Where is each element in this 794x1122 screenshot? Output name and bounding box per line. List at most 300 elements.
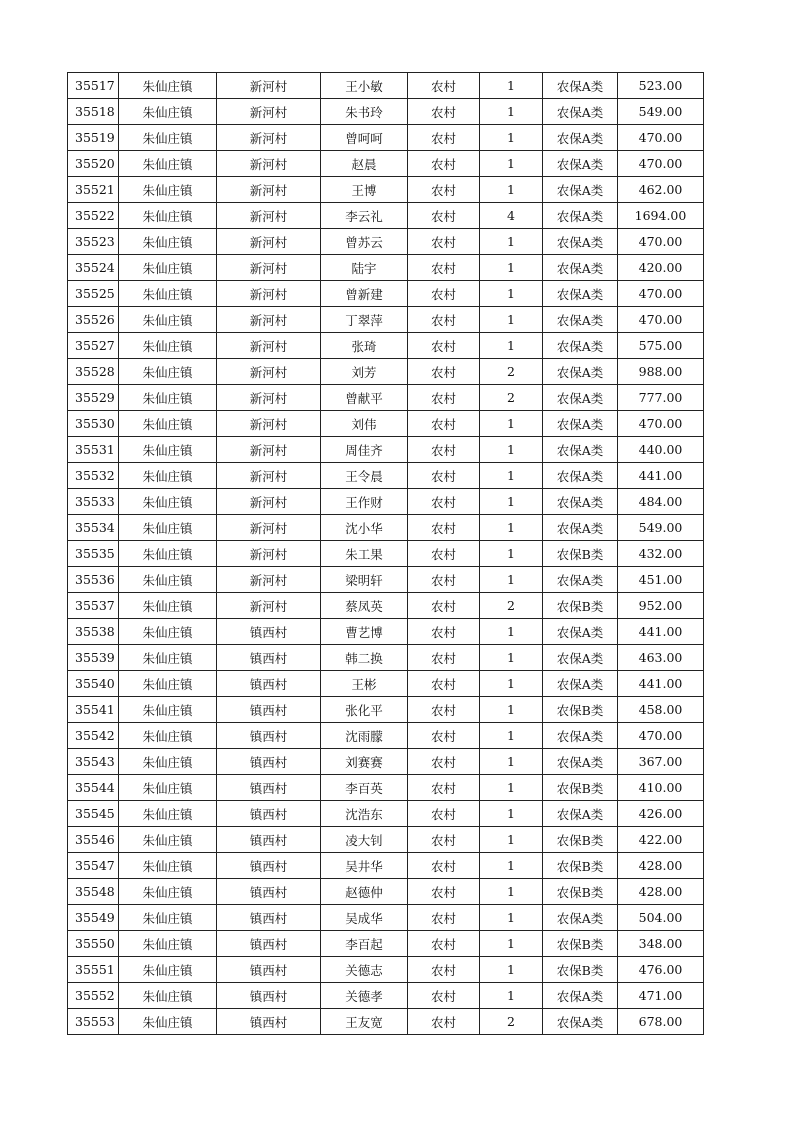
household-count-cell: 2 bbox=[480, 593, 543, 619]
record-id-cell: 35550 bbox=[68, 931, 119, 957]
household-count-cell: 1 bbox=[480, 437, 543, 463]
amount-cell: 426.00 bbox=[618, 801, 704, 827]
village-cell: 镇西村 bbox=[217, 1009, 321, 1035]
amount-cell: 462.00 bbox=[618, 177, 704, 203]
name-cell: 沈雨朦 bbox=[321, 723, 408, 749]
table-row bbox=[68, 515, 704, 541]
town-cell: 朱仙庄镇 bbox=[119, 99, 217, 125]
table-row bbox=[68, 671, 704, 697]
household-count-cell: 1 bbox=[480, 619, 543, 645]
household-count-cell: 1 bbox=[480, 255, 543, 281]
amount-cell: 470.00 bbox=[618, 125, 704, 151]
village-cell: 新河村 bbox=[217, 359, 321, 385]
insurance-type-cell: 农保A类 bbox=[543, 619, 618, 645]
area-type-cell: 农村 bbox=[408, 697, 480, 723]
name-cell: 蔡凤英 bbox=[321, 593, 408, 619]
insurance-type-cell: 农保A类 bbox=[543, 801, 618, 827]
area-type-cell: 农村 bbox=[408, 801, 480, 827]
name-cell: 李百起 bbox=[321, 931, 408, 957]
village-cell: 镇西村 bbox=[217, 879, 321, 905]
record-id-cell: 35528 bbox=[68, 359, 119, 385]
village-cell: 新河村 bbox=[217, 307, 321, 333]
record-id-cell: 35537 bbox=[68, 593, 119, 619]
record-id-cell: 35531 bbox=[68, 437, 119, 463]
record-id-cell: 35527 bbox=[68, 333, 119, 359]
household-count-cell: 1 bbox=[480, 671, 543, 697]
table-row bbox=[68, 723, 704, 749]
insurance-type-cell: 农保A类 bbox=[543, 177, 618, 203]
amount-cell: 428.00 bbox=[618, 879, 704, 905]
town-cell: 朱仙庄镇 bbox=[119, 489, 217, 515]
town-cell: 朱仙庄镇 bbox=[119, 749, 217, 775]
household-count-cell: 1 bbox=[480, 775, 543, 801]
area-type-cell: 农村 bbox=[408, 73, 480, 99]
town-cell: 朱仙庄镇 bbox=[119, 957, 217, 983]
household-count-cell: 1 bbox=[480, 151, 543, 177]
table-row bbox=[68, 957, 704, 983]
insurance-type-cell: 农保A类 bbox=[543, 359, 618, 385]
household-count-cell: 4 bbox=[480, 203, 543, 229]
amount-cell: 777.00 bbox=[618, 385, 704, 411]
village-cell: 镇西村 bbox=[217, 749, 321, 775]
name-cell: 刘芳 bbox=[321, 359, 408, 385]
village-cell: 镇西村 bbox=[217, 957, 321, 983]
name-cell: 梁明轩 bbox=[321, 567, 408, 593]
insurance-type-cell: 农保B类 bbox=[543, 775, 618, 801]
record-id-cell: 35547 bbox=[68, 853, 119, 879]
amount-cell: 470.00 bbox=[618, 151, 704, 177]
name-cell: 李百英 bbox=[321, 775, 408, 801]
village-cell: 新河村 bbox=[217, 567, 321, 593]
record-id-cell: 35548 bbox=[68, 879, 119, 905]
area-type-cell: 农村 bbox=[408, 619, 480, 645]
table-row bbox=[68, 593, 704, 619]
name-cell: 曾苏云 bbox=[321, 229, 408, 255]
insurance-type-cell: 农保A类 bbox=[543, 515, 618, 541]
insurance-type-cell: 农保A类 bbox=[543, 645, 618, 671]
area-type-cell: 农村 bbox=[408, 775, 480, 801]
name-cell: 陆宇 bbox=[321, 255, 408, 281]
table-row bbox=[68, 333, 704, 359]
amount-cell: 420.00 bbox=[618, 255, 704, 281]
insurance-type-cell: 农保A类 bbox=[543, 385, 618, 411]
insurance-type-cell: 农保A类 bbox=[543, 73, 618, 99]
insurance-type-cell: 农保A类 bbox=[543, 489, 618, 515]
town-cell: 朱仙庄镇 bbox=[119, 177, 217, 203]
table-row bbox=[68, 801, 704, 827]
table-row bbox=[68, 307, 704, 333]
village-cell: 新河村 bbox=[217, 489, 321, 515]
household-count-cell: 1 bbox=[480, 567, 543, 593]
household-count-cell: 1 bbox=[480, 489, 543, 515]
household-count-cell: 1 bbox=[480, 697, 543, 723]
amount-cell: 470.00 bbox=[618, 723, 704, 749]
name-cell: 朱工果 bbox=[321, 541, 408, 567]
village-cell: 镇西村 bbox=[217, 645, 321, 671]
town-cell: 朱仙庄镇 bbox=[119, 541, 217, 567]
household-count-cell: 1 bbox=[480, 411, 543, 437]
record-id-cell: 35539 bbox=[68, 645, 119, 671]
insurance-type-cell: 农保A类 bbox=[543, 411, 618, 437]
record-id-cell: 35549 bbox=[68, 905, 119, 931]
town-cell: 朱仙庄镇 bbox=[119, 515, 217, 541]
insurance-type-cell: 农保A类 bbox=[543, 203, 618, 229]
town-cell: 朱仙庄镇 bbox=[119, 827, 217, 853]
record-id-cell: 35530 bbox=[68, 411, 119, 437]
name-cell: 曾呵呵 bbox=[321, 125, 408, 151]
town-cell: 朱仙庄镇 bbox=[119, 983, 217, 1009]
record-id-cell: 35534 bbox=[68, 515, 119, 541]
area-type-cell: 农村 bbox=[408, 437, 480, 463]
insurance-type-cell: 农保A类 bbox=[543, 333, 618, 359]
name-cell: 王作财 bbox=[321, 489, 408, 515]
area-type-cell: 农村 bbox=[408, 1009, 480, 1035]
insurance-type-cell: 农保A类 bbox=[543, 229, 618, 255]
household-count-cell: 1 bbox=[480, 749, 543, 775]
amount-cell: 432.00 bbox=[618, 541, 704, 567]
area-type-cell: 农村 bbox=[408, 307, 480, 333]
name-cell: 关德志 bbox=[321, 957, 408, 983]
amount-cell: 441.00 bbox=[618, 619, 704, 645]
town-cell: 朱仙庄镇 bbox=[119, 411, 217, 437]
table-row bbox=[68, 905, 704, 931]
area-type-cell: 农村 bbox=[408, 229, 480, 255]
village-cell: 镇西村 bbox=[217, 983, 321, 1009]
name-cell: 吴井华 bbox=[321, 853, 408, 879]
insurance-type-cell: 农保B类 bbox=[543, 879, 618, 905]
record-id-cell: 35526 bbox=[68, 307, 119, 333]
table-row bbox=[68, 749, 704, 775]
town-cell: 朱仙庄镇 bbox=[119, 645, 217, 671]
amount-cell: 367.00 bbox=[618, 749, 704, 775]
area-type-cell: 农村 bbox=[408, 983, 480, 1009]
household-count-cell: 1 bbox=[480, 905, 543, 931]
amount-cell: 441.00 bbox=[618, 671, 704, 697]
household-count-cell: 1 bbox=[480, 983, 543, 1009]
area-type-cell: 农村 bbox=[408, 541, 480, 567]
household-count-cell: 1 bbox=[480, 879, 543, 905]
village-cell: 新河村 bbox=[217, 541, 321, 567]
insurance-type-cell: 农保A类 bbox=[543, 749, 618, 775]
insurance-type-cell: 农保A类 bbox=[543, 125, 618, 151]
name-cell: 王小敏 bbox=[321, 73, 408, 99]
town-cell: 朱仙庄镇 bbox=[119, 333, 217, 359]
household-count-cell: 1 bbox=[480, 853, 543, 879]
household-count-cell: 1 bbox=[480, 463, 543, 489]
table-row bbox=[68, 983, 704, 1009]
insurance-type-cell: 农保A类 bbox=[543, 255, 618, 281]
name-cell: 赵晨 bbox=[321, 151, 408, 177]
record-id-cell: 35541 bbox=[68, 697, 119, 723]
household-count-cell: 1 bbox=[480, 307, 543, 333]
village-cell: 新河村 bbox=[217, 333, 321, 359]
insurance-type-cell: 农保B类 bbox=[543, 931, 618, 957]
name-cell: 王友宽 bbox=[321, 1009, 408, 1035]
insurance-type-cell: 农保A类 bbox=[543, 905, 618, 931]
amount-cell: 988.00 bbox=[618, 359, 704, 385]
table-row bbox=[68, 697, 704, 723]
record-id-cell: 35525 bbox=[68, 281, 119, 307]
name-cell: 丁翠萍 bbox=[321, 307, 408, 333]
table-row bbox=[68, 177, 704, 203]
name-cell: 刘赛赛 bbox=[321, 749, 408, 775]
household-count-cell: 1 bbox=[480, 827, 543, 853]
area-type-cell: 农村 bbox=[408, 645, 480, 671]
insurance-type-cell: 农保A类 bbox=[543, 99, 618, 125]
area-type-cell: 农村 bbox=[408, 723, 480, 749]
amount-cell: 678.00 bbox=[618, 1009, 704, 1035]
insurance-type-cell: 农保A类 bbox=[543, 1009, 618, 1035]
village-cell: 新河村 bbox=[217, 177, 321, 203]
village-cell: 新河村 bbox=[217, 151, 321, 177]
town-cell: 朱仙庄镇 bbox=[119, 853, 217, 879]
household-count-cell: 1 bbox=[480, 931, 543, 957]
insurance-type-cell: 农保B类 bbox=[543, 593, 618, 619]
town-cell: 朱仙庄镇 bbox=[119, 73, 217, 99]
town-cell: 朱仙庄镇 bbox=[119, 307, 217, 333]
insurance-type-cell: 农保A类 bbox=[543, 151, 618, 177]
village-cell: 新河村 bbox=[217, 411, 321, 437]
household-count-cell: 1 bbox=[480, 177, 543, 203]
record-id-cell: 35546 bbox=[68, 827, 119, 853]
record-id-cell: 35543 bbox=[68, 749, 119, 775]
record-id-cell: 35520 bbox=[68, 151, 119, 177]
insurance-type-cell: 农保A类 bbox=[543, 671, 618, 697]
amount-cell: 440.00 bbox=[618, 437, 704, 463]
amount-cell: 451.00 bbox=[618, 567, 704, 593]
name-cell: 周佳齐 bbox=[321, 437, 408, 463]
table-body bbox=[68, 73, 704, 1035]
record-id-cell: 35542 bbox=[68, 723, 119, 749]
record-id-cell: 35553 bbox=[68, 1009, 119, 1035]
town-cell: 朱仙庄镇 bbox=[119, 229, 217, 255]
village-cell: 镇西村 bbox=[217, 931, 321, 957]
insurance-type-cell: 农保B类 bbox=[543, 957, 618, 983]
name-cell: 李云礼 bbox=[321, 203, 408, 229]
area-type-cell: 农村 bbox=[408, 203, 480, 229]
area-type-cell: 农村 bbox=[408, 671, 480, 697]
table-row bbox=[68, 411, 704, 437]
amount-cell: 549.00 bbox=[618, 99, 704, 125]
insurance-type-cell: 农保B类 bbox=[543, 827, 618, 853]
amount-cell: 463.00 bbox=[618, 645, 704, 671]
area-type-cell: 农村 bbox=[408, 99, 480, 125]
name-cell: 沈浩东 bbox=[321, 801, 408, 827]
name-cell: 朱书玲 bbox=[321, 99, 408, 125]
area-type-cell: 农村 bbox=[408, 593, 480, 619]
area-type-cell: 农村 bbox=[408, 931, 480, 957]
household-count-cell: 2 bbox=[480, 359, 543, 385]
records-table bbox=[67, 72, 704, 1035]
amount-cell: 1694.00 bbox=[618, 203, 704, 229]
area-type-cell: 农村 bbox=[408, 463, 480, 489]
village-cell: 新河村 bbox=[217, 255, 321, 281]
record-id-cell: 35544 bbox=[68, 775, 119, 801]
village-cell: 镇西村 bbox=[217, 853, 321, 879]
table-row bbox=[68, 255, 704, 281]
amount-cell: 504.00 bbox=[618, 905, 704, 931]
village-cell: 新河村 bbox=[217, 125, 321, 151]
record-id-cell: 35518 bbox=[68, 99, 119, 125]
table-row bbox=[68, 385, 704, 411]
village-cell: 新河村 bbox=[217, 281, 321, 307]
name-cell: 曾献平 bbox=[321, 385, 408, 411]
area-type-cell: 农村 bbox=[408, 879, 480, 905]
town-cell: 朱仙庄镇 bbox=[119, 125, 217, 151]
name-cell: 韩二换 bbox=[321, 645, 408, 671]
amount-cell: 549.00 bbox=[618, 515, 704, 541]
household-count-cell: 1 bbox=[480, 645, 543, 671]
household-count-cell: 1 bbox=[480, 73, 543, 99]
name-cell: 沈小华 bbox=[321, 515, 408, 541]
table-row bbox=[68, 463, 704, 489]
household-count-cell: 1 bbox=[480, 229, 543, 255]
town-cell: 朱仙庄镇 bbox=[119, 1009, 217, 1035]
household-count-cell: 1 bbox=[480, 957, 543, 983]
village-cell: 镇西村 bbox=[217, 801, 321, 827]
village-cell: 镇西村 bbox=[217, 619, 321, 645]
amount-cell: 952.00 bbox=[618, 593, 704, 619]
household-count-cell: 1 bbox=[480, 515, 543, 541]
area-type-cell: 农村 bbox=[408, 515, 480, 541]
table-row bbox=[68, 489, 704, 515]
household-count-cell: 1 bbox=[480, 281, 543, 307]
amount-cell: 470.00 bbox=[618, 281, 704, 307]
village-cell: 新河村 bbox=[217, 515, 321, 541]
village-cell: 新河村 bbox=[217, 437, 321, 463]
table-row bbox=[68, 437, 704, 463]
town-cell: 朱仙庄镇 bbox=[119, 671, 217, 697]
village-cell: 新河村 bbox=[217, 593, 321, 619]
insurance-type-cell: 农保A类 bbox=[543, 437, 618, 463]
record-id-cell: 35522 bbox=[68, 203, 119, 229]
area-type-cell: 农村 bbox=[408, 177, 480, 203]
name-cell: 刘伟 bbox=[321, 411, 408, 437]
name-cell: 曹艺博 bbox=[321, 619, 408, 645]
amount-cell: 470.00 bbox=[618, 411, 704, 437]
record-id-cell: 35533 bbox=[68, 489, 119, 515]
amount-cell: 470.00 bbox=[618, 307, 704, 333]
town-cell: 朱仙庄镇 bbox=[119, 593, 217, 619]
amount-cell: 523.00 bbox=[618, 73, 704, 99]
town-cell: 朱仙庄镇 bbox=[119, 255, 217, 281]
household-count-cell: 1 bbox=[480, 723, 543, 749]
town-cell: 朱仙庄镇 bbox=[119, 437, 217, 463]
area-type-cell: 农村 bbox=[408, 359, 480, 385]
area-type-cell: 农村 bbox=[408, 489, 480, 515]
village-cell: 新河村 bbox=[217, 385, 321, 411]
town-cell: 朱仙庄镇 bbox=[119, 151, 217, 177]
household-count-cell: 1 bbox=[480, 801, 543, 827]
name-cell: 凌大钊 bbox=[321, 827, 408, 853]
area-type-cell: 农村 bbox=[408, 827, 480, 853]
name-cell: 王彬 bbox=[321, 671, 408, 697]
village-cell: 新河村 bbox=[217, 203, 321, 229]
record-id-cell: 35552 bbox=[68, 983, 119, 1009]
name-cell: 赵德仲 bbox=[321, 879, 408, 905]
insurance-type-cell: 农保A类 bbox=[543, 281, 618, 307]
area-type-cell: 农村 bbox=[408, 411, 480, 437]
record-id-cell: 35532 bbox=[68, 463, 119, 489]
amount-cell: 470.00 bbox=[618, 229, 704, 255]
table-row bbox=[68, 281, 704, 307]
village-cell: 镇西村 bbox=[217, 827, 321, 853]
insurance-type-cell: 农保B类 bbox=[543, 541, 618, 567]
town-cell: 朱仙庄镇 bbox=[119, 385, 217, 411]
table-row bbox=[68, 567, 704, 593]
insurance-type-cell: 农保A类 bbox=[543, 567, 618, 593]
village-cell: 新河村 bbox=[217, 73, 321, 99]
table-row bbox=[68, 931, 704, 957]
amount-cell: 348.00 bbox=[618, 931, 704, 957]
household-count-cell: 2 bbox=[480, 1009, 543, 1035]
village-cell: 镇西村 bbox=[217, 697, 321, 723]
area-type-cell: 农村 bbox=[408, 567, 480, 593]
town-cell: 朱仙庄镇 bbox=[119, 775, 217, 801]
village-cell: 镇西村 bbox=[217, 905, 321, 931]
name-cell: 关德孝 bbox=[321, 983, 408, 1009]
insurance-type-cell: 农保A类 bbox=[543, 463, 618, 489]
table-row bbox=[68, 99, 704, 125]
household-count-cell: 1 bbox=[480, 333, 543, 359]
table-row bbox=[68, 619, 704, 645]
name-cell: 张化平 bbox=[321, 697, 408, 723]
amount-cell: 575.00 bbox=[618, 333, 704, 359]
record-id-cell: 35521 bbox=[68, 177, 119, 203]
amount-cell: 441.00 bbox=[618, 463, 704, 489]
area-type-cell: 农村 bbox=[408, 255, 480, 281]
town-cell: 朱仙庄镇 bbox=[119, 697, 217, 723]
record-id-cell: 35540 bbox=[68, 671, 119, 697]
amount-cell: 476.00 bbox=[618, 957, 704, 983]
insurance-type-cell: 农保B类 bbox=[543, 697, 618, 723]
town-cell: 朱仙庄镇 bbox=[119, 567, 217, 593]
table-row bbox=[68, 125, 704, 151]
village-cell: 镇西村 bbox=[217, 775, 321, 801]
insurance-type-cell: 农保A类 bbox=[543, 983, 618, 1009]
household-count-cell: 1 bbox=[480, 125, 543, 151]
amount-cell: 410.00 bbox=[618, 775, 704, 801]
area-type-cell: 农村 bbox=[408, 957, 480, 983]
amount-cell: 484.00 bbox=[618, 489, 704, 515]
area-type-cell: 农村 bbox=[408, 151, 480, 177]
area-type-cell: 农村 bbox=[408, 125, 480, 151]
village-cell: 新河村 bbox=[217, 99, 321, 125]
table-row bbox=[68, 151, 704, 177]
household-count-cell: 1 bbox=[480, 99, 543, 125]
table-row bbox=[68, 775, 704, 801]
area-type-cell: 农村 bbox=[408, 385, 480, 411]
table-row bbox=[68, 1009, 704, 1035]
amount-cell: 428.00 bbox=[618, 853, 704, 879]
town-cell: 朱仙庄镇 bbox=[119, 203, 217, 229]
name-cell: 王令晨 bbox=[321, 463, 408, 489]
table-row bbox=[68, 541, 704, 567]
town-cell: 朱仙庄镇 bbox=[119, 619, 217, 645]
insurance-type-cell: 农保A类 bbox=[543, 307, 618, 333]
record-id-cell: 35538 bbox=[68, 619, 119, 645]
town-cell: 朱仙庄镇 bbox=[119, 463, 217, 489]
record-id-cell: 35536 bbox=[68, 567, 119, 593]
table-row bbox=[68, 853, 704, 879]
table-row bbox=[68, 203, 704, 229]
name-cell: 曾新建 bbox=[321, 281, 408, 307]
record-id-cell: 35524 bbox=[68, 255, 119, 281]
town-cell: 朱仙庄镇 bbox=[119, 879, 217, 905]
area-type-cell: 农村 bbox=[408, 749, 480, 775]
area-type-cell: 农村 bbox=[408, 853, 480, 879]
village-cell: 新河村 bbox=[217, 463, 321, 489]
